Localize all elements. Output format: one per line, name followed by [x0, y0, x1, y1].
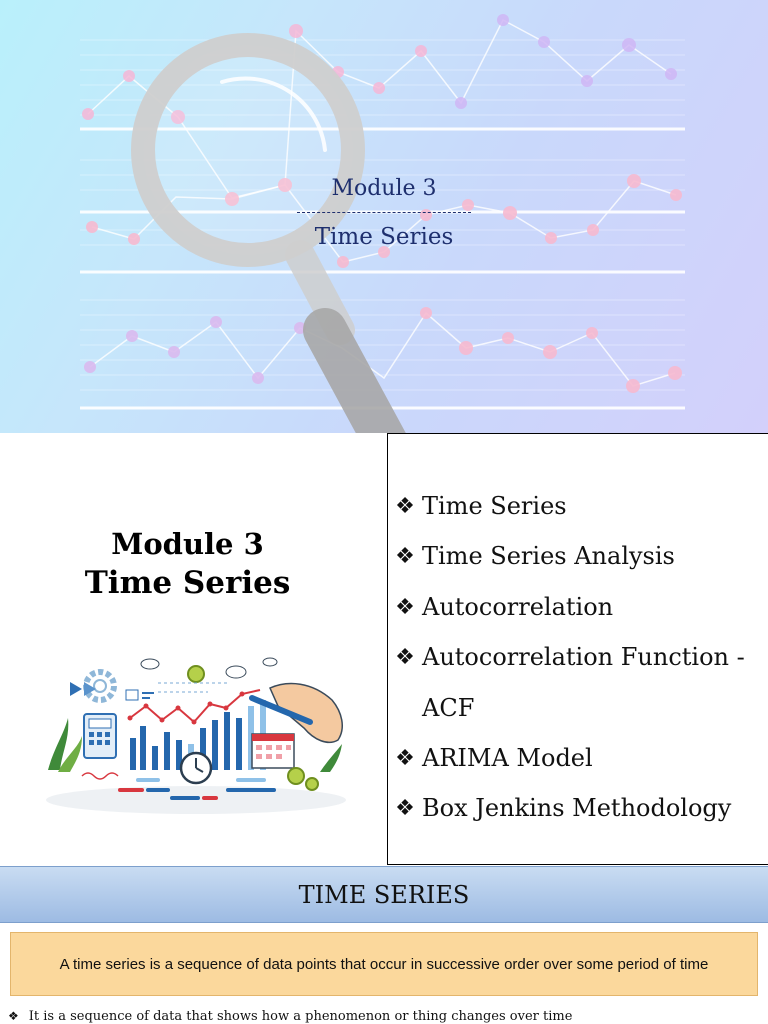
diamond-bullet-icon: ❖	[395, 493, 415, 519]
topic-item	[388, 637, 745, 677]
hero-module-label: Module 3	[331, 176, 437, 201]
topic-label: ACF	[422, 694, 475, 722]
diamond-bullet-icon: ❖	[8, 1009, 19, 1023]
topic-item	[388, 587, 613, 627]
diamond-bullet-icon: ❖	[395, 795, 415, 821]
topic-label: Box Jenkins Methodology	[422, 794, 732, 822]
section-title: TIME SERIES	[298, 881, 470, 909]
module-subtitle: Time Series	[84, 565, 291, 601]
diamond-bullet-icon: ❖	[395, 745, 415, 771]
diamond-bullet-icon: ❖	[395, 644, 415, 670]
topic-label: Time Series	[422, 492, 567, 520]
hero-subtitle: Time Series	[314, 224, 454, 250]
list-item	[8, 1009, 572, 1024]
list-item-text: It is a sequence of data that shows how a phenomenon or thing changes over time	[28, 1009, 573, 1024]
topic-item	[388, 486, 567, 526]
title-slide-banner	[0, 0, 768, 433]
topic-item	[388, 788, 731, 828]
topic-item-continuation	[422, 688, 474, 728]
module-title: Module 3	[111, 527, 264, 561]
topic-label: Time Series Analysis	[422, 542, 675, 570]
topic-label: Autocorrelation Function -	[422, 643, 745, 671]
topic-label: Autocorrelation	[422, 593, 614, 621]
definition-box	[10, 932, 758, 996]
topic-item	[388, 738, 593, 778]
analytics-dashboard-illustration-icon	[38, 648, 353, 818]
dashed-divider	[297, 212, 471, 213]
diamond-bullet-icon: ❖	[395, 594, 415, 620]
topic-item	[388, 536, 675, 576]
topic-label: ARIMA Model	[422, 744, 593, 772]
diamond-bullet-icon: ❖	[395, 543, 415, 569]
topics-list	[387, 433, 768, 865]
definition-text: A time series is a sequence of data points that occur in successive order over some period of time	[59, 955, 709, 973]
section-header	[0, 866, 768, 923]
decorative-chart-background	[0, 0, 768, 433]
